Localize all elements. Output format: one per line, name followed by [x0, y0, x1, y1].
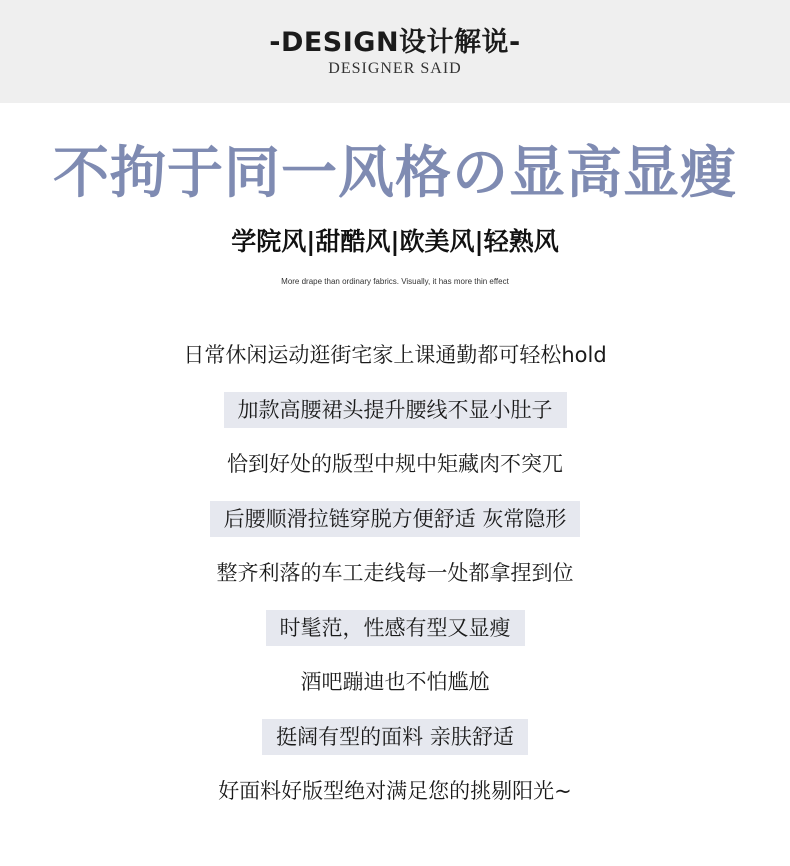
headline: 不拘于同一风格の显高显瘦 [53, 140, 737, 206]
header-title: -DESIGN设计解说- [269, 27, 521, 58]
feature-row [0, 719, 790, 774]
feature-text: 酒吧蹦迪也不怕尴尬 [300, 670, 490, 694]
feature-text: 好面料好版型绝对满足您的挑剔阳光~ [218, 779, 572, 803]
feature-text: 日常休闲运动逛街宅家上课通勤都可轻松hold [183, 343, 607, 367]
feature-text-highlighted: 时髦范，性感有型又显瘦 [266, 610, 525, 646]
feature-row [0, 555, 790, 610]
feature-row [0, 664, 790, 719]
feature-text-highlighted: 加款高腰裙头提升腰线不显小肚子 [224, 392, 567, 428]
feature-row [0, 773, 790, 828]
feature-text-highlighted: 挺阔有型的面料 亲肤舒适 [262, 719, 528, 755]
feature-row [0, 392, 790, 447]
feature-list [0, 337, 790, 828]
feature-text: 恰到好处的版型中规中矩藏肉不突兀 [227, 452, 563, 476]
feature-text-highlighted: 后腰顺滑拉链穿脱方便舒适 灰常隐形 [210, 501, 581, 537]
styles-line: 学院风|甜酷风|欧美风|轻熟风 [231, 227, 559, 256]
feature-row [0, 337, 790, 392]
feature-row [0, 610, 790, 665]
header-subtitle: DESIGNER SAID [328, 60, 462, 77]
feature-row [0, 446, 790, 501]
tagline: More drape than ordinary fabrics. Visually, it has more thin effect [281, 277, 509, 286]
feature-row [0, 501, 790, 556]
feature-text: 整齐利落的车工走线每一处都拿捏到位 [216, 561, 574, 585]
